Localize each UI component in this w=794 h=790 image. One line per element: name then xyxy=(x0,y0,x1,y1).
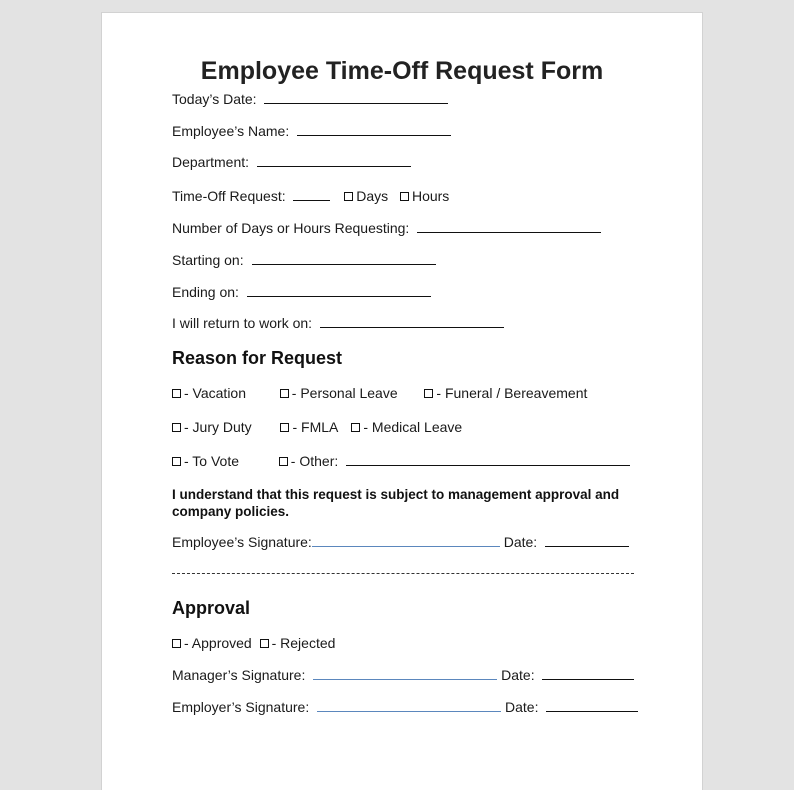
employee-signature-row xyxy=(172,534,629,551)
page-title: Employee Time-Off Request Form xyxy=(200,57,604,85)
hours-label: Hours xyxy=(411,188,450,204)
number-requesting-row xyxy=(172,220,601,237)
rejected-checkbox[interactable] xyxy=(260,639,269,648)
time-off-request-row xyxy=(172,188,449,205)
fmla-checkbox[interactable] xyxy=(280,423,289,432)
number-requesting-label: Number of Days or Hours Requesting: xyxy=(172,220,410,236)
section-divider xyxy=(172,573,634,574)
manager-signature-field[interactable] xyxy=(313,667,497,680)
department-row xyxy=(172,154,411,171)
approval-heading: Approval xyxy=(172,598,251,618)
days-checkbox[interactable] xyxy=(344,192,353,201)
personal-leave-checkbox[interactable] xyxy=(280,389,289,398)
ending-on-field[interactable] xyxy=(247,284,431,297)
time-off-request-label: Time-Off Request: xyxy=(172,188,286,204)
manager-signature-label: Manager’s Signature: xyxy=(172,667,306,683)
todays-date-field[interactable] xyxy=(264,91,448,104)
other-reason-field[interactable] xyxy=(346,453,630,466)
approved-checkbox[interactable] xyxy=(172,639,181,648)
employer-signature-row xyxy=(172,699,638,716)
employee-signature-label: Employee’s Signature: xyxy=(172,534,312,550)
other-checkbox[interactable] xyxy=(279,457,288,466)
jury-duty-label: - Jury Duty xyxy=(184,419,252,435)
employee-name-field[interactable] xyxy=(297,123,451,136)
ending-on-label: Ending on: xyxy=(172,284,239,300)
rejected-label: - Rejected xyxy=(271,635,336,651)
personal-leave-label: - Personal Leave xyxy=(291,385,398,401)
starting-on-row xyxy=(172,252,436,269)
reason-row-2 xyxy=(172,419,462,436)
manager-signature-row xyxy=(172,667,634,684)
funeral-checkbox[interactable] xyxy=(424,389,433,398)
fmla-label: - FMLA xyxy=(292,419,338,435)
ending-on-row xyxy=(172,284,431,301)
department-label: Department: xyxy=(172,154,250,170)
acknowledgement-text: I understand that this request is subject to management approval and company policies. xyxy=(172,487,620,519)
to-vote-checkbox[interactable] xyxy=(172,457,181,466)
employee-name-row xyxy=(172,123,451,140)
to-vote-label: - To Vote xyxy=(184,453,240,469)
employee-name-label: Employee’s Name: xyxy=(172,123,290,139)
return-to-work-row xyxy=(172,315,504,332)
return-to-work-field[interactable] xyxy=(320,315,504,328)
vacation-label: - Vacation xyxy=(184,385,246,401)
time-off-amount-field[interactable] xyxy=(293,188,330,201)
reason-row-1 xyxy=(172,385,587,402)
starting-on-field[interactable] xyxy=(252,252,436,265)
employee-date-field[interactable] xyxy=(545,534,629,547)
todays-date-label: Today’s Date: xyxy=(172,91,257,107)
department-field[interactable] xyxy=(257,154,411,167)
employee-date-label: Date: xyxy=(503,534,538,550)
days-label: Days xyxy=(356,188,389,204)
employer-date-label: Date: xyxy=(505,699,539,715)
hours-checkbox[interactable] xyxy=(400,192,409,201)
employer-date-field[interactable] xyxy=(546,699,638,712)
employer-signature-field[interactable] xyxy=(317,699,501,712)
medical-leave-label: - Medical Leave xyxy=(363,419,463,435)
number-requesting-field[interactable] xyxy=(417,220,601,233)
manager-date-field[interactable] xyxy=(542,667,634,680)
approved-label: - Approved xyxy=(184,635,252,651)
document-page xyxy=(101,12,703,790)
todays-date-row xyxy=(172,91,448,108)
other-label: - Other: xyxy=(290,453,339,469)
reason-row-3 xyxy=(172,453,630,470)
employer-signature-label: Employer’s Signature: xyxy=(172,699,310,715)
reason-heading: Reason for Request xyxy=(172,348,343,368)
manager-date-label: Date: xyxy=(501,667,535,683)
return-to-work-label: I will return to work on: xyxy=(172,315,313,331)
medical-leave-checkbox[interactable] xyxy=(351,423,360,432)
employee-signature-field[interactable] xyxy=(312,534,500,547)
starting-on-label: Starting on: xyxy=(172,252,244,268)
approval-status-row xyxy=(172,635,335,652)
funeral-label: - Funeral / Bereavement xyxy=(436,385,588,401)
vacation-checkbox[interactable] xyxy=(172,389,181,398)
jury-duty-checkbox[interactable] xyxy=(172,423,181,432)
